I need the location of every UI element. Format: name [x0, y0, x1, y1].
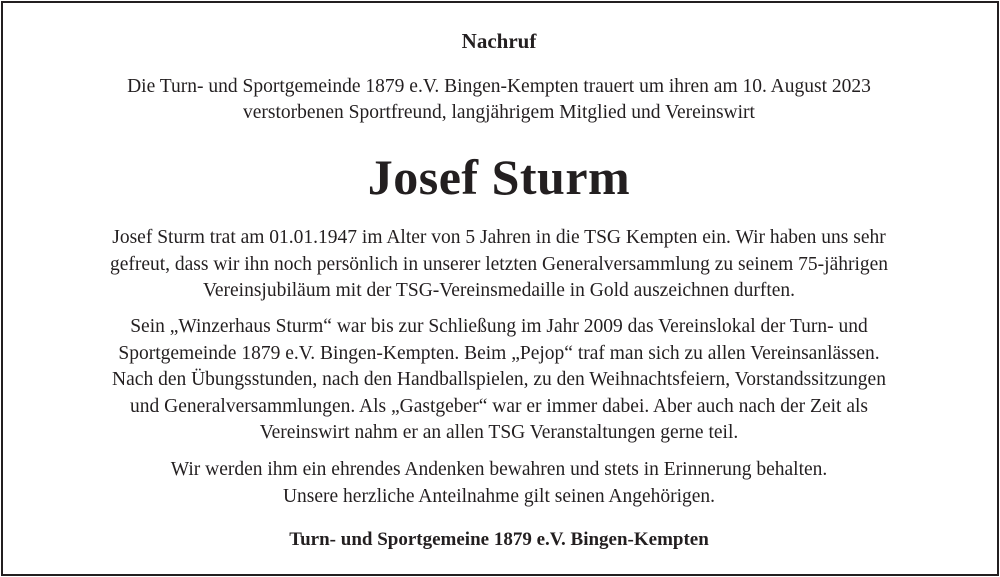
intro-line: Die Turn- und Sportgemeinde 1879 e.V. Bingen-Kempten trauert um ihren am 10. August 2023: [127, 76, 871, 97]
paragraph-membership: [0, 225, 998, 305]
deceased-name: Josef Sturm: [367, 149, 631, 205]
paragraph-line: Wir werden ihm ein ehrendes Andenken bewahren und stets in Erinnerung behalten.: [170, 459, 828, 480]
paragraph-line: Sein „Winzerhaus Sturm“ war bis zur Schließung im Jahr 2009 das Vereinslokal der Turn- und: [130, 316, 868, 337]
intro-text: [0, 74, 998, 126]
intro-line: verstorbenen Sportfreund, langjährigem Mitglied und Vereinswirt: [243, 102, 755, 123]
paragraph-line: und Generalversammlungen. Als „Gastgeber“ war er immer dabei. Aber auch nach der Zeit als: [129, 395, 868, 417]
paragraph-line: Vereinswirt nahm er an allen TSG Veranstaltungen gerne teil.: [259, 422, 739, 443]
paragraph-line: Unsere herzliche Anteilnahme gilt seinen Angehörigen.: [282, 485, 716, 507]
paragraph-winzerhaus: [0, 314, 998, 447]
paragraph-line: Sportgemeinde 1879 e.V. Bingen-Kempten. Beim „Pejop“ traf man sich zu allen Vereinsanlässen.: [118, 342, 880, 364]
notice-heading: Nachruf: [461, 29, 537, 53]
paragraph-line: gefreut, dass wir ihn noch persönlich in unserer letzten Generalversammlung zu seinem 75-jährigen: [109, 253, 889, 275]
signature: Turn- und Sportgemeine 1879 e.V. Bingen-Kempten: [289, 529, 709, 550]
paragraph-line: Nach den Übungsstunden, nach den Handballspielen, zu den Weihnachtsfeiern, Vorstandssitzungen: [112, 369, 886, 390]
paragraph-line: Josef Sturm trat am 01.01.1947 im Alter von 5 Jahren in die TSG Kempten ein. Wir haben uns sehr: [112, 227, 886, 248]
paragraph-line: Vereinsjubiläum mit der TSG-Vereinsmedaille in Gold auszeichnen durften.: [202, 280, 796, 301]
paragraph-condolence: [0, 457, 998, 510]
